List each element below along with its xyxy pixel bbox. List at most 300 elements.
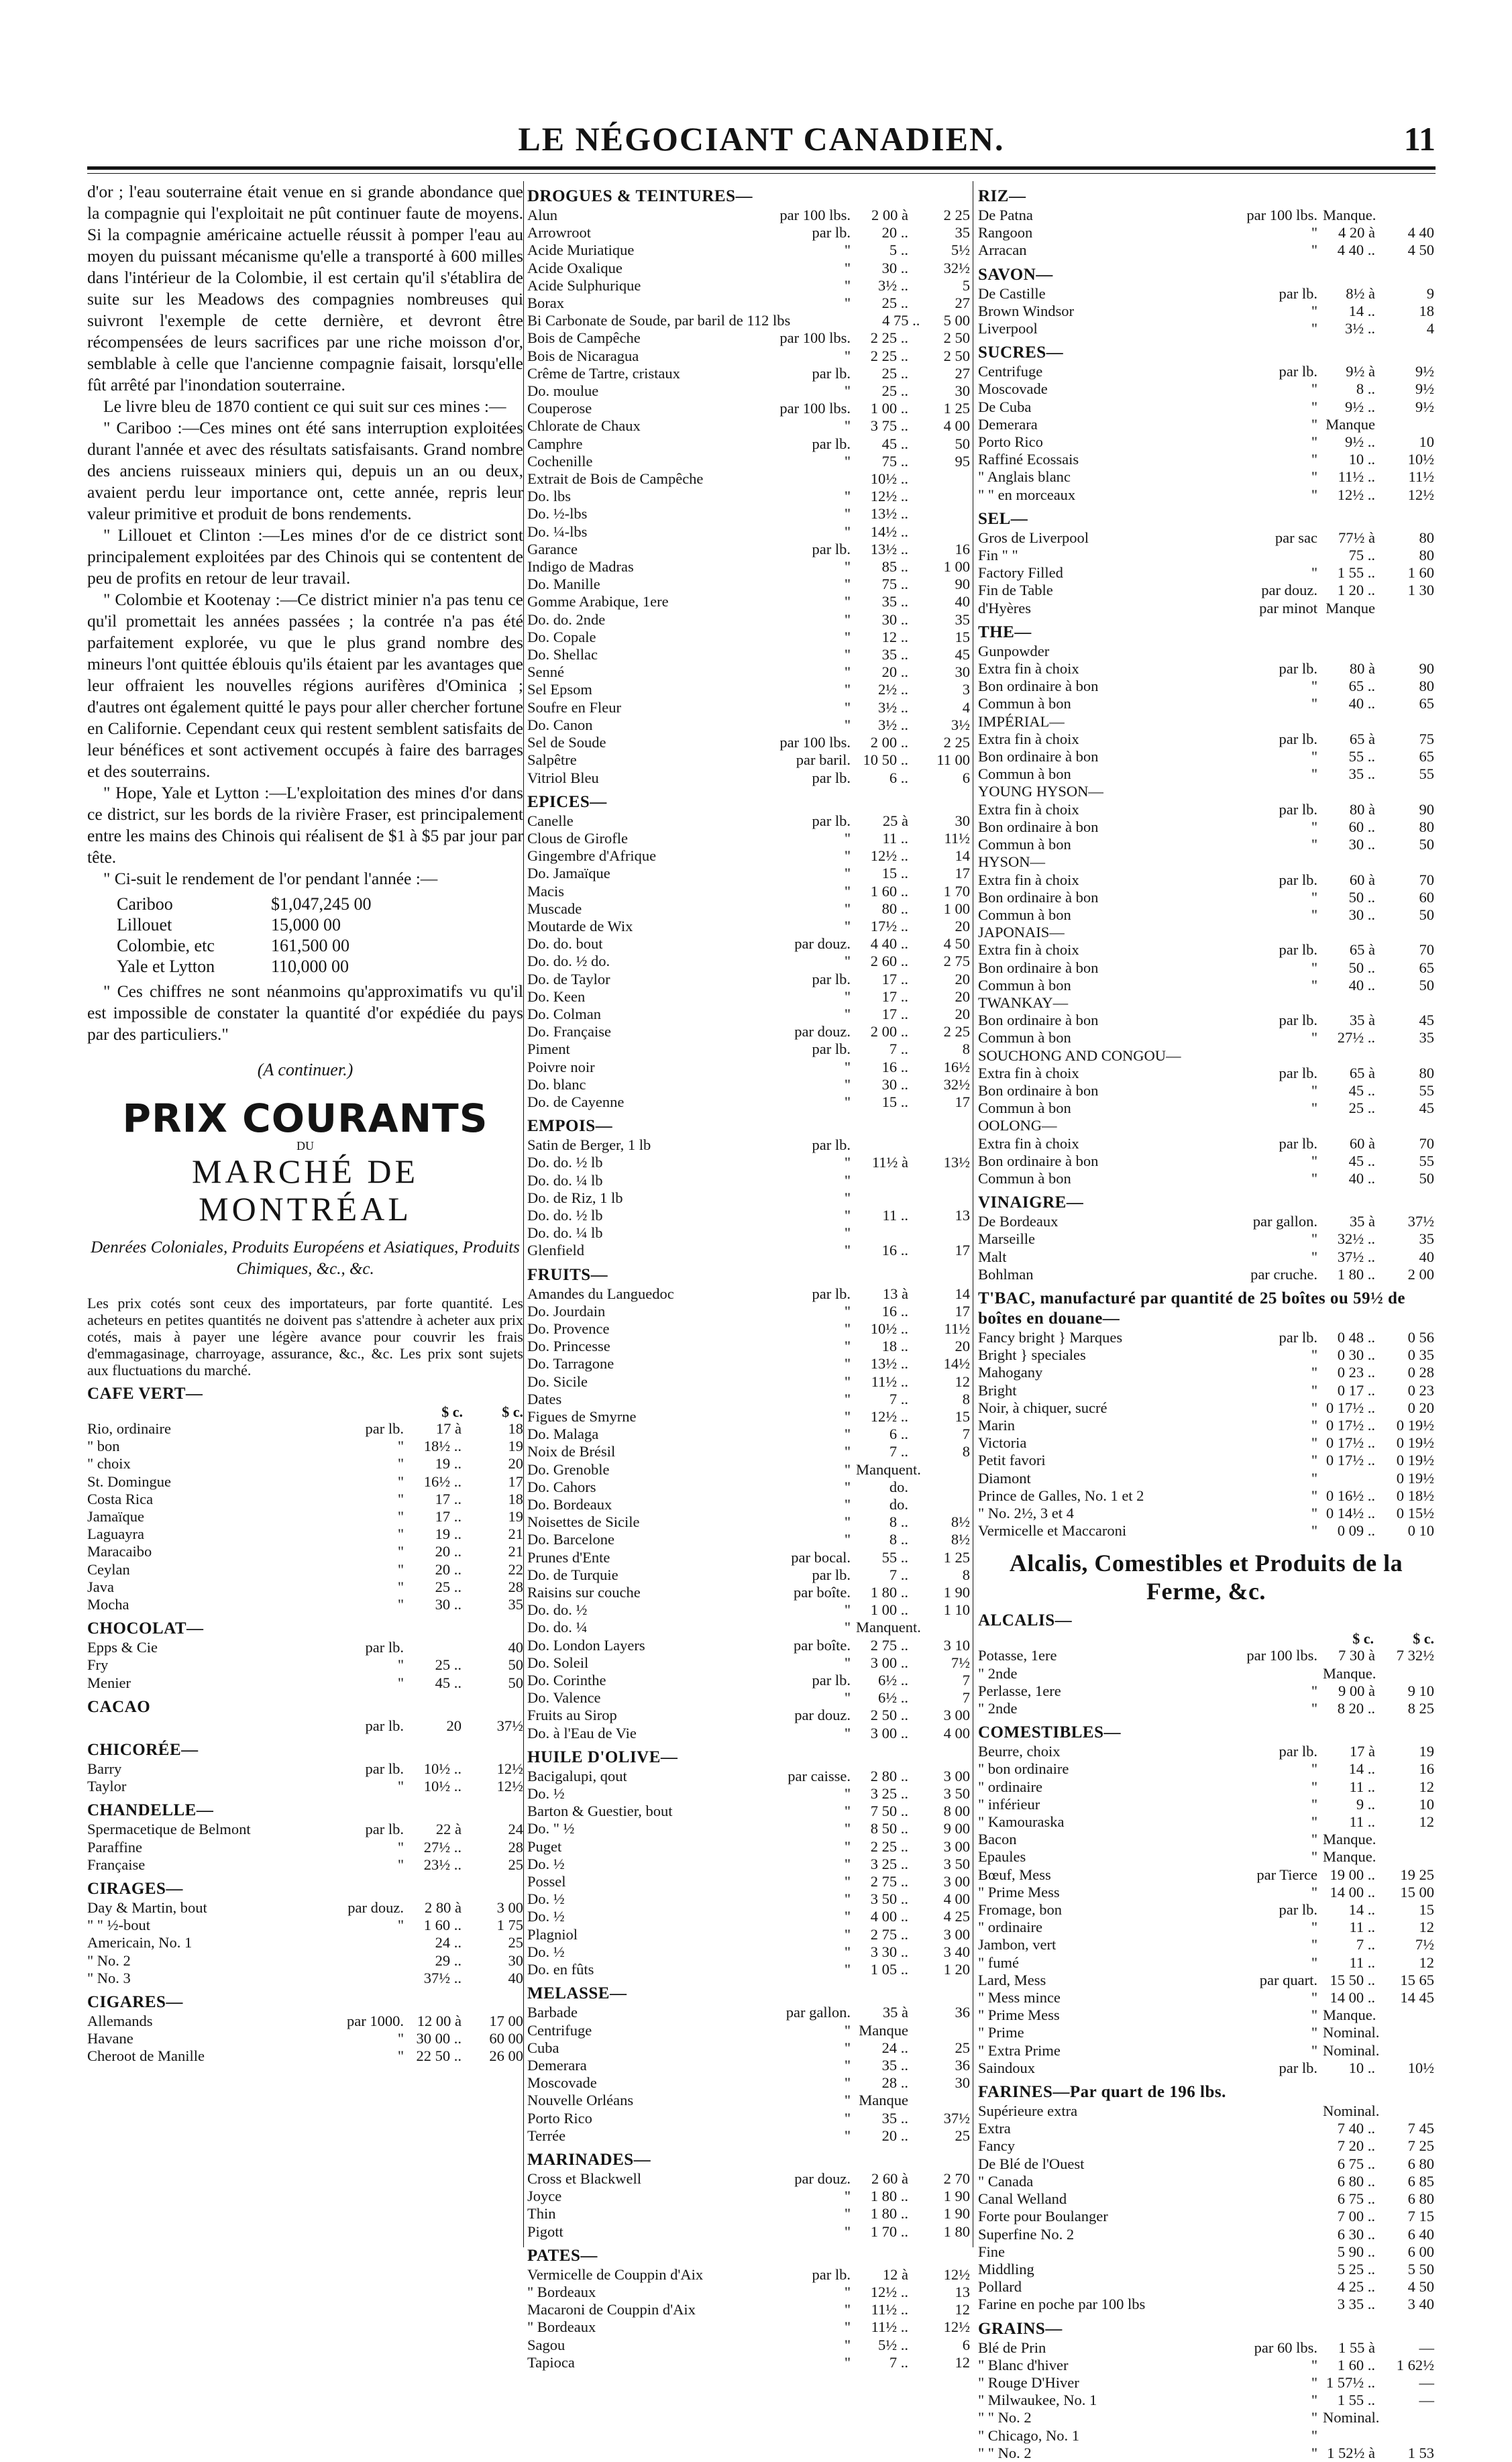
price-row (527, 1172, 970, 1189)
price-low: 5 .. (889, 242, 908, 259)
price-low: 2 25 .. (870, 329, 908, 347)
item-name: Do. Sicile (527, 1373, 588, 1390)
price-low: 4 40 .. (870, 935, 908, 953)
price-high: 12 (955, 1373, 970, 1390)
price-high: 36 (955, 2004, 970, 2021)
price-low: Manque. (1323, 1831, 1376, 1848)
item-name: " Blanc d'hiver (978, 2356, 1069, 2373)
price-row (978, 1954, 1434, 1972)
item-name: Prince de Galles, No. 1 et 2 (978, 1487, 1144, 1504)
price-high: 70 (1419, 941, 1434, 959)
item-unit (1237, 924, 1323, 941)
price-low: 4 40 .. (1337, 242, 1375, 259)
item-name: Do. de Taylor (527, 970, 610, 987)
price-row (978, 1487, 1434, 1505)
price-low: 1 05 .. (870, 1961, 908, 1978)
price-high (1375, 416, 1434, 433)
item-name: Do. " ½ (527, 1820, 575, 1837)
price-high: 35 (955, 610, 970, 628)
price-high: 3 50 (943, 1785, 970, 1803)
price-low: 30 00 .. (416, 2030, 462, 2047)
price-high: 80 (1419, 678, 1434, 695)
price-low: 8 50 .. (870, 1820, 908, 1837)
price-row (527, 1943, 970, 1961)
price-high: 8 (962, 1443, 970, 1460)
item-name: Poivre noir (527, 1058, 595, 1075)
price-row (527, 2266, 970, 2284)
price-high: 7½ (1415, 1936, 1434, 1953)
price-low: 12½ .. (870, 1408, 908, 1425)
price-low: 22 à (435, 1821, 462, 1838)
item-unit: par lb. (365, 1639, 404, 1656)
price-row (527, 1689, 970, 1707)
item-name: Do. do. ¼ lb (527, 1224, 603, 1242)
item-name: Epps & Cie (87, 1639, 158, 1656)
price-low: 24 .. (435, 1934, 462, 1951)
price-high: 4 00 (943, 417, 970, 435)
item-unit: " (844, 663, 851, 681)
item-name: Gingembre d'Afrique (527, 847, 657, 865)
item-name: Brown Windsor (978, 302, 1075, 319)
item-unit: " (844, 1443, 851, 1460)
price-row (527, 523, 970, 541)
price-high: 50 (1419, 976, 1434, 994)
price-row (527, 417, 970, 435)
section-heading: CHOCOLAT— (87, 1619, 204, 1638)
item-name: Barry (87, 1760, 122, 1778)
item-name: Macis (527, 882, 564, 900)
item-name: Plagniol (527, 1925, 578, 1943)
price-row (87, 2013, 523, 2030)
price-low: 35 .. (881, 593, 908, 610)
item-unit: " (1311, 1682, 1317, 1699)
item-name: Beurre, choix (978, 1743, 1061, 1760)
price-high: 1 25 (943, 400, 970, 417)
item-unit (1237, 2243, 1323, 2261)
price-high: 8 (962, 1566, 970, 1583)
item-name: Menier (87, 1674, 131, 1691)
item-name: Do. Cahors (527, 1478, 596, 1495)
price-high: 2 75 (943, 953, 970, 970)
item-name: Commun à bon (978, 976, 1071, 994)
item-unit: " (1311, 1778, 1317, 1795)
price-row (978, 2409, 1434, 2426)
item-name: Lard, Mess (978, 1971, 1046, 1988)
item-name: Macaroni de Couppin d'Aix (527, 2301, 696, 2318)
price-low: 12 00 à (417, 2013, 462, 2030)
item-name: Terrée (527, 2127, 566, 2144)
item-unit: par lb. (1279, 1743, 1317, 1760)
price-low: 16 .. (881, 1302, 908, 1320)
item-unit: " (844, 1654, 851, 1671)
price-row (87, 1508, 523, 1526)
price-low: 1 60 .. (870, 882, 908, 900)
price-low: do. (889, 1478, 908, 1495)
item-name: Do. Bordeaux (527, 1496, 612, 1513)
item-name: Do. do. ¼ lb (527, 1171, 603, 1189)
item-name: JAPONAIS— (978, 924, 1065, 941)
price-low: 4 00 .. (870, 1908, 908, 1925)
item-unit: " (844, 1890, 851, 1908)
price-high: 4 50 (943, 935, 970, 953)
item-name: Mahogany (978, 1364, 1043, 1381)
price-high: 19 (1419, 1743, 1434, 1760)
price-low: 3½ .. (878, 698, 908, 716)
item-unit: " (1311, 748, 1317, 765)
item-unit: " (397, 1455, 404, 1473)
district-value: 161,500 00 (271, 936, 349, 955)
price-high: — (1419, 2392, 1434, 2409)
price-low (1323, 2427, 1375, 2445)
item-unit: " (844, 488, 851, 505)
price-high: 1 10 (943, 1601, 970, 1619)
price-row (87, 2030, 523, 2047)
price-high: 75 (1419, 730, 1434, 747)
price-row (87, 1473, 523, 1491)
item-name: Demerara (978, 415, 1038, 433)
price-row (87, 1917, 523, 1934)
price-row (87, 1455, 523, 1473)
price-row (527, 1285, 970, 1303)
item-name: Spermacetique de Belmont (87, 1821, 251, 1838)
price-row (978, 1029, 1434, 1047)
item-unit: " (397, 1578, 404, 1595)
price-high: 50 (508, 1656, 523, 1674)
price-high: 40 (508, 1639, 523, 1656)
item-unit (1237, 2120, 1323, 2137)
price-low: 4 25 .. (1337, 2278, 1375, 2296)
price-high: 12 (955, 2353, 970, 2371)
section-heading: CHANDELLE— (87, 1801, 214, 1820)
price-low: 20 .. (881, 663, 908, 681)
price-row (978, 2261, 1434, 2278)
price-low: 5½ .. (878, 2336, 908, 2353)
item-name: Fin " " (978, 547, 1018, 564)
column-divider (523, 181, 524, 2247)
item-name: Sel de Soude (527, 734, 606, 751)
item-unit: par 60 lbs. (1254, 2339, 1317, 2356)
price-low: 7 .. (889, 1040, 908, 1058)
item-unit: " (844, 1908, 851, 1925)
price-row (87, 1952, 523, 1970)
price-row (527, 2284, 970, 2301)
price-high: 20 (955, 970, 970, 987)
price-low: 20 (446, 1717, 462, 1734)
price-high: 12½ (943, 2265, 970, 2283)
price-low: Manque. (1323, 2006, 1376, 2024)
price-row (978, 207, 1434, 224)
price-low: 3 50 .. (870, 1890, 908, 1908)
item-unit: par lb. (1279, 941, 1317, 959)
item-name: Allemands (87, 2013, 153, 2030)
price-row (527, 365, 970, 382)
price-row (527, 382, 970, 400)
item-name: Saindoux (978, 2059, 1036, 2076)
price-low: 11 .. (882, 829, 908, 847)
price-row (527, 611, 970, 629)
page-number: 11 (1403, 120, 1436, 158)
price-row (87, 1717, 523, 1735)
item-unit: par bocal. (791, 1548, 851, 1566)
price-low: 40 .. (1348, 1169, 1375, 1187)
price-row (87, 1420, 523, 1438)
price-row (527, 541, 970, 558)
price-high: 70 (1419, 1134, 1434, 1152)
item-unit (1237, 713, 1323, 731)
item-name: Clous de Girofle (527, 829, 628, 847)
item-name: Commun à bon (978, 836, 1071, 853)
item-name: Acide Oxalique (527, 259, 623, 276)
price-low: Nominal. (1323, 2041, 1380, 2059)
price-low: 0 16½ .. (1326, 1487, 1375, 1504)
price-low: 1 80 .. (870, 2205, 908, 2223)
price-row (978, 889, 1434, 906)
article-paragraph: " Lillouet et Clinton :—Les mines d'or de ce district sont principalement exploitées par des Chinois qui se contentent de peu de profits en retour de leur travail. (87, 525, 523, 588)
price-row (527, 576, 970, 593)
price-high: 4 (1426, 320, 1434, 337)
item-name: Salpêtre (527, 751, 577, 769)
price-high: 30 (955, 382, 970, 400)
price-list-col3 (978, 186, 1434, 2462)
price-high: 6 85 (1407, 2172, 1434, 2190)
price-row (527, 1584, 970, 1601)
price-low: 65 à (1349, 941, 1375, 959)
price-high: 12 (1419, 1813, 1434, 1831)
item-name: Noisettes de Sicile (527, 1513, 640, 1531)
item-name: TWANKAY— (978, 994, 1069, 1011)
item-unit: " (844, 1224, 851, 1242)
item-unit: " (844, 829, 851, 847)
price-high: 3½ (951, 716, 970, 733)
item-name: Paraffine (87, 1838, 143, 1856)
price-low: 6½ .. (878, 1689, 908, 1707)
price-low: 80 .. (881, 900, 908, 917)
price-row (527, 629, 970, 646)
price-row (527, 2223, 970, 2241)
price-high: 6 (962, 2336, 970, 2353)
item-unit: par 1000. (347, 2013, 404, 2030)
item-name: " bon (87, 1438, 120, 1455)
item-name: Do. en fûts (527, 1961, 594, 1978)
price-row (527, 1355, 970, 1373)
price-low: 8½ à (1346, 284, 1375, 302)
price-high: 4 (962, 698, 970, 716)
price-high: 1 80 (943, 2223, 970, 2240)
price-row (978, 2102, 1434, 2120)
item-unit: " (1311, 818, 1317, 835)
price-low: 9½ .. (1345, 433, 1375, 451)
item-unit: " (844, 1005, 851, 1022)
item-unit: " (1311, 1953, 1317, 1971)
price-row (978, 285, 1434, 303)
price-row (527, 900, 970, 918)
price-row (978, 2296, 1434, 2313)
item-name: Borax (527, 295, 564, 312)
item-unit (1237, 1117, 1323, 1134)
price-high (1375, 1848, 1434, 1866)
price-high: 95 (955, 452, 970, 470)
price-low: 1 80 .. (870, 1584, 908, 1601)
item-unit: " (844, 917, 851, 934)
item-name: Commun à bon (978, 765, 1071, 783)
item-unit: " (844, 628, 851, 645)
price-low: 6 80 .. (1337, 2172, 1375, 2190)
item-unit: " (1311, 224, 1317, 242)
price-low: 9 .. (1356, 1795, 1375, 1813)
item-name: " " No. 2 (978, 2409, 1032, 2426)
price-low: 30 .. (881, 1075, 908, 1093)
price-high (1375, 713, 1434, 731)
section-heading: EMPOIS— (527, 1117, 613, 1136)
item-name: Fry (87, 1656, 109, 1674)
price-low: 35 à (1349, 1012, 1375, 1029)
item-name: Blé de Prin (978, 2339, 1046, 2356)
item-name: Pigott (527, 2223, 563, 2240)
price-row (978, 1100, 1434, 1117)
price-row (978, 451, 1434, 468)
price-high: 7 (962, 1672, 970, 1689)
item-name: " Canada (978, 2172, 1034, 2190)
item-name: " Anglais blanc (978, 468, 1071, 486)
item-name: Ceylan (87, 1560, 130, 1578)
item-unit: " (397, 1856, 404, 1873)
price-high: 3 00 (943, 1767, 970, 1784)
item-name: Arracan (978, 242, 1027, 259)
price-row (978, 1012, 1434, 1029)
section-heading: HUILE D'OLIVE— (527, 1748, 678, 1766)
item-unit: " (844, 987, 851, 1005)
price-high: 7 15 (1407, 2208, 1434, 2225)
item-name: SOUCHONG AND CONGOU— (978, 1047, 1181, 1064)
price-row (978, 416, 1434, 433)
price-row (527, 1908, 970, 1925)
column-1 (87, 181, 523, 2247)
price-low: 0 17½ .. (1326, 1434, 1375, 1452)
district-value: 15,000 00 (271, 915, 341, 934)
price-high: 17 (955, 865, 970, 882)
item-unit: " (1311, 959, 1317, 976)
price-row (527, 1890, 970, 1908)
page-header (87, 119, 1436, 160)
item-name: Porto Rico (978, 433, 1043, 451)
price-low: 8 .. (889, 1513, 908, 1531)
price-row (978, 994, 1434, 1012)
district-value: 110,000 00 (271, 957, 349, 976)
price-low: Nominal. (1323, 2409, 1380, 2426)
price-row (527, 277, 970, 295)
item-name: Do. Colman (527, 1005, 601, 1022)
item-name: Alun (527, 207, 557, 223)
item-unit: par lb. (812, 1136, 851, 1154)
item-unit: " (1311, 1760, 1317, 1778)
price-row (978, 1778, 1434, 1796)
price-row (978, 2120, 1434, 2137)
item-unit: " (1311, 1416, 1317, 1434)
item-unit: " (844, 2353, 851, 2371)
price-row (527, 1479, 970, 1496)
item-unit: " (844, 2109, 851, 2127)
price-low: 19 .. (435, 1455, 462, 1473)
item-name: Barton & Guestier, bout (527, 1803, 673, 1820)
price-high: 12 (1419, 1919, 1434, 1936)
price-row (87, 1778, 523, 1795)
item-unit: " (1311, 1795, 1317, 1813)
price-high: 40 (955, 593, 970, 610)
price-row (978, 529, 1434, 547)
item-name: Extra (978, 2120, 1011, 2137)
price-low: 7 .. (889, 1443, 908, 1460)
item-name: " Mess mince (978, 1989, 1061, 2006)
price-low: 11 .. (1349, 1953, 1375, 1971)
item-unit: " (1311, 1452, 1317, 1469)
prix-courants-subtitle: Denrées Coloniales, Produits Européens et Asiatiques, Produits Chimiques, &c., &c. (91, 1238, 520, 1278)
item-name: Liverpool (978, 320, 1038, 337)
price-low: 37½ .. (1337, 1248, 1375, 1265)
item-unit (303, 1970, 409, 1987)
item-unit: " (844, 882, 851, 900)
item-unit: " (397, 1560, 404, 1578)
price-high: 18 (508, 1490, 523, 1507)
price-low: Manque. (1323, 1664, 1376, 1682)
item-unit: " (844, 2092, 851, 2109)
item-name: Garance (527, 540, 578, 557)
item-unit: " (844, 1803, 851, 1820)
district-name: Yale et Lytton (117, 957, 215, 976)
price-low: 30 .. (1348, 836, 1375, 853)
item-name: Centrifuge (527, 2021, 592, 2039)
price-low: 80 à (1349, 800, 1375, 818)
price-high (1375, 2427, 1434, 2445)
price-low: 28 .. (881, 2074, 908, 2092)
price-high: 8 00 (943, 1803, 970, 1820)
item-name: " " No. 2 (978, 2444, 1032, 2461)
price-row (527, 2301, 970, 2318)
price-low: 3 75 .. (870, 417, 908, 435)
price-row (978, 695, 1434, 712)
section-heading: EPICES— (527, 792, 607, 811)
price-row (978, 1329, 1434, 1346)
item-name: Piment (527, 1040, 570, 1058)
item-name: Bacigalupi, qout (527, 1767, 627, 1784)
item-unit: " (1311, 695, 1317, 712)
price-low: 15 50 .. (1330, 1971, 1375, 1988)
price-high (908, 1619, 970, 1636)
item-name (87, 1717, 303, 1735)
price-row (527, 1408, 970, 1426)
price-low: 12½ .. (870, 847, 908, 865)
item-name: Do. do. ½ lb (527, 1206, 603, 1224)
price-low: do. (889, 1496, 908, 1513)
price-high: 7 45 (1407, 2120, 1434, 2137)
price-low (1323, 853, 1375, 871)
item-unit: " (1311, 451, 1317, 468)
price-row (527, 883, 970, 900)
item-name: De Blé de l'Ouest (978, 2155, 1085, 2172)
price-low: 20 .. (881, 2127, 908, 2144)
price-low: 45 .. (881, 435, 908, 452)
section-heading: FARINES—Par quart de 196 lbs. (978, 2083, 1226, 2102)
item-name: Malt (978, 1248, 1007, 1265)
item-unit: par douz. (794, 1707, 851, 1724)
item-name: Commun à bon (978, 906, 1071, 923)
item-name: Do. de Turquie (527, 1566, 618, 1583)
price-low: 7 50 .. (870, 1803, 908, 1820)
price-low: 0 17 .. (1337, 1381, 1375, 1399)
price-high: 60 (1419, 888, 1434, 906)
price-low: 25 .. (435, 1656, 462, 1674)
item-unit: par cruche. (1250, 1265, 1317, 1283)
item-unit: " (844, 523, 851, 540)
